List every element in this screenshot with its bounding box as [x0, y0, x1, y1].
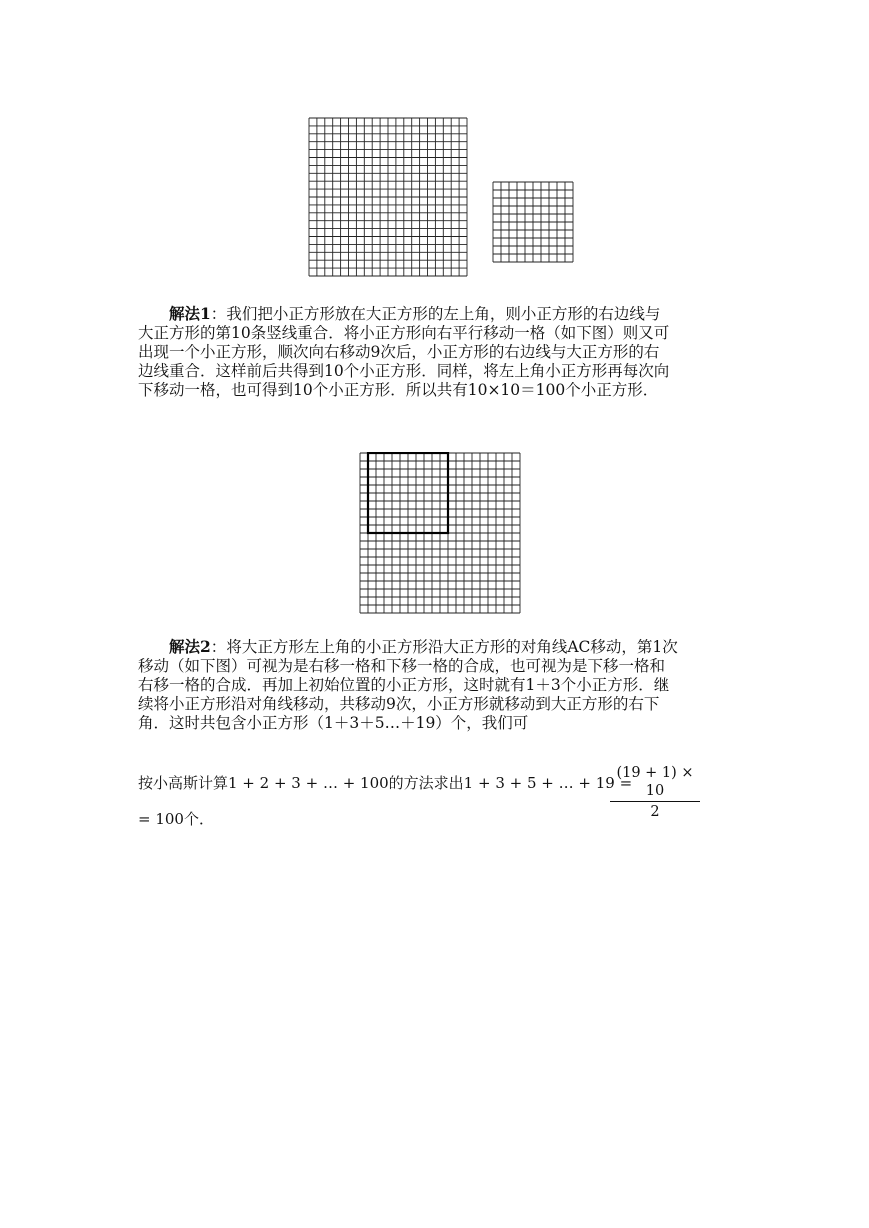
large-square-grid	[308, 117, 468, 277]
solution1-line-4: 边线重合．这样前后共得到10个小正方形．同样，将左上角小正方形再每次向	[138, 362, 670, 380]
solution1-line-5: 下移动一格，也可得到10个小正方形．所以共有10×10＝100个小正方形．	[138, 381, 659, 399]
solution2-line-2: 移动（如下图）可视为是右移一格和下移一格的合成，也可视为是下移一格和	[138, 657, 666, 675]
solution2-colon: ：	[210, 638, 227, 656]
shifted-square-figure	[359, 452, 521, 614]
solution1-line-3: 出现一个小正方形，顺次向右移动9次后，小正方形的右边线与大正方形的右	[138, 343, 660, 361]
solution1-lead: 解法1	[169, 304, 211, 323]
solution2-line-3: 右移一格的合成．再加上初始位置的小正方形，这时就有1＋3个小正方形．继	[138, 676, 670, 694]
solution2-lead: 解法2	[169, 637, 211, 656]
solution1-line-1	[138, 304, 738, 324]
fraction-numerator: (19 + 1) × 10	[616, 765, 694, 799]
solution1-paragraph	[138, 304, 738, 400]
solution2-line-4: 续将小正方形沿对角线移动，共移动9次，小正方形就移动到大正方形的右下	[138, 695, 660, 713]
solution1-line-2: 大正方形的第10条竖线重合．将小正方形向右平行移动一格（如下图）则又可	[138, 324, 670, 342]
formula-result: = 100个．	[138, 810, 214, 828]
formula-fraction	[610, 764, 700, 821]
formula-prefix: 按小高斯计算1 + 2 + 3 + … + 100的方法求出1 + 3 + 5 + … + 19 =	[138, 774, 633, 792]
solution2-line-1	[138, 637, 748, 657]
fraction-denominator: 2	[650, 804, 660, 820]
fraction-bar	[610, 801, 700, 802]
solution2-text-1: 将大正方形左上角的小正方形沿大正方形的对角线AC移动，第1次	[226, 638, 678, 656]
small-square-grid	[492, 181, 574, 263]
solution1-colon: ：	[210, 305, 227, 323]
solution2-paragraph	[138, 637, 748, 733]
solution2-line-5: 角．这时共包含小正方形（1＋3＋5…＋19）个，我们可	[138, 714, 529, 732]
solution1-text-1: 我们把小正方形放在大正方形的左上角，则小正方形的右边线与	[226, 305, 661, 323]
